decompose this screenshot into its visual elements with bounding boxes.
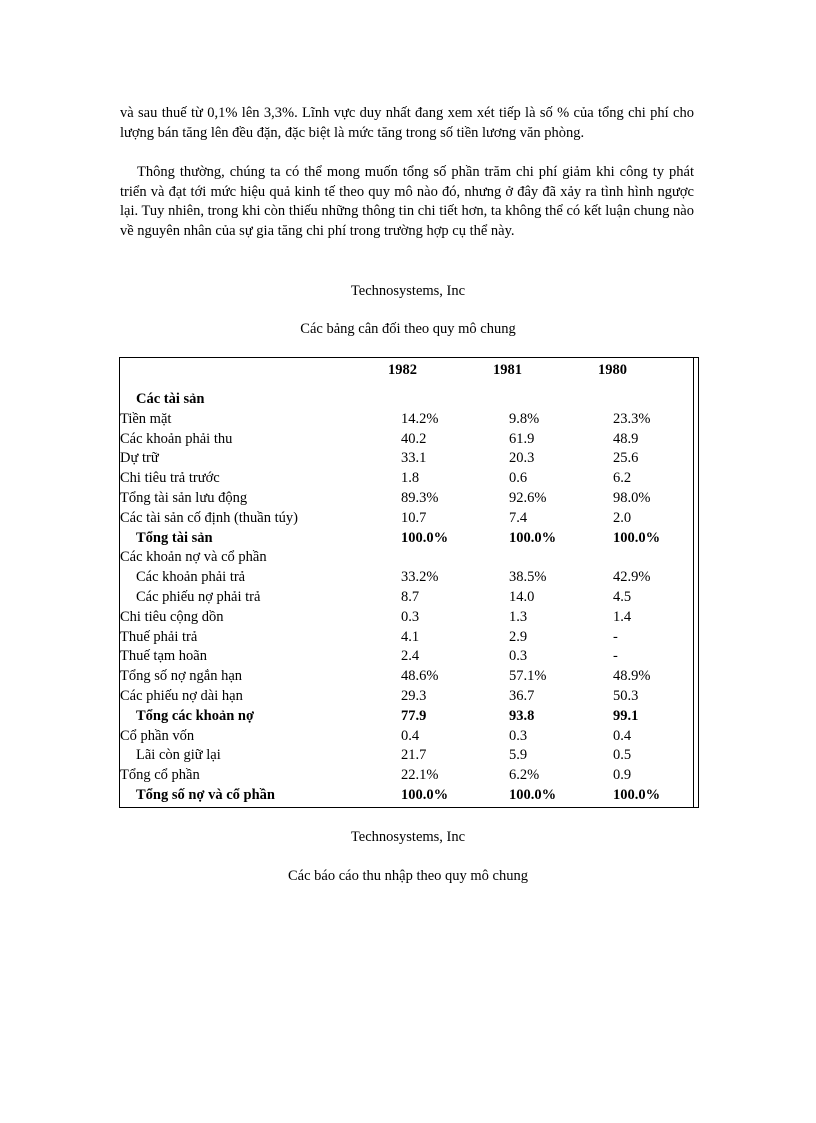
row-label: Các phiếu nợ dài hạn	[120, 688, 243, 704]
table-row	[120, 745, 698, 765]
balance-sheet-table	[119, 357, 699, 808]
row-value: 25.6	[613, 450, 639, 467]
table-row	[120, 587, 698, 607]
row-label: Thuế phải trả	[120, 628, 198, 645]
row-label: Thuế tạm hoãn	[120, 648, 207, 665]
row-label: Các tài sản cố định (thuần túy)	[120, 509, 298, 526]
row-value: 38.5%	[509, 569, 547, 586]
row-value: 100.0%	[613, 787, 661, 803]
table-row	[120, 627, 698, 647]
row-value: 2.4	[401, 648, 420, 665]
row-value: 2.0	[613, 509, 632, 526]
row-value: 100.0%	[509, 529, 557, 546]
table-row	[120, 389, 698, 409]
table-row	[120, 706, 698, 726]
year-header: 1982	[388, 362, 417, 378]
row-value: 0.5	[613, 747, 632, 764]
table-title: Các bảng cân đối theo quy mô chung	[300, 321, 516, 337]
row-value: 1.4	[613, 608, 632, 625]
row-label: Tổng tài sản	[136, 529, 213, 546]
row-value: 77.9	[401, 707, 427, 724]
table-row	[120, 607, 698, 627]
row-value: 9.8%	[509, 410, 540, 427]
table-row	[120, 528, 698, 548]
row-value: -	[613, 628, 618, 645]
row-label: Chi tiêu cộng dồn	[120, 608, 224, 625]
row-label: Các khoản nợ và cổ phần	[120, 549, 267, 566]
row-label: Tổng số nợ và cổ phần	[136, 787, 275, 803]
row-value: 92.6%	[509, 490, 547, 506]
row-value: 33.1	[401, 450, 427, 467]
row-label: Tổng cổ phần	[120, 767, 200, 784]
row-value: 100.0%	[509, 787, 557, 803]
row-value: 1.3	[509, 608, 528, 625]
table-row	[120, 468, 698, 488]
row-value: 0.9	[613, 767, 632, 784]
row-label: Cổ phần vốn	[120, 727, 195, 744]
row-label: Lãi còn giữ lại	[136, 747, 221, 764]
row-label: Tổng số nợ ngắn hạn	[120, 668, 243, 685]
row-value: -	[613, 648, 618, 665]
row-value: 48.6%	[401, 668, 439, 685]
row-value: 40.2	[401, 430, 427, 447]
row-value: 0.3	[401, 608, 420, 625]
row-value: 100.0%	[613, 529, 661, 546]
row-value: 1.8	[401, 470, 420, 487]
row-value: 98.0%	[613, 490, 651, 506]
table-row	[120, 488, 698, 508]
table-row	[120, 646, 698, 666]
row-value: 48.9	[613, 430, 639, 447]
table-row	[120, 666, 698, 686]
row-value: 20.3	[509, 450, 535, 467]
table-row	[120, 448, 698, 468]
row-label: Các khoản phải thu	[120, 430, 233, 447]
row-value: 6.2	[613, 470, 632, 487]
row-value: 8.7	[401, 589, 420, 605]
table-row	[120, 429, 698, 449]
row-value: 29.3	[401, 688, 427, 704]
row-value: 57.1%	[509, 668, 547, 685]
row-value: 99.1	[613, 707, 639, 724]
row-value: 36.7	[509, 688, 535, 704]
row-value: 89.3%	[401, 490, 439, 506]
row-value: 0.3	[509, 648, 528, 665]
table-title: Các báo cáo thu nhập theo quy mô chung	[288, 868, 528, 884]
company-name: Technosystems, Inc	[350, 829, 466, 845]
row-value: 48.9%	[613, 668, 651, 685]
row-value: 100.0%	[401, 529, 449, 546]
table-row	[120, 785, 698, 805]
row-label: Các khoản phải trả	[136, 569, 246, 586]
row-label: Tổng các khoản nợ	[136, 707, 255, 724]
year-header: 1981	[493, 362, 522, 378]
table-row	[120, 508, 698, 528]
row-value: 42.9%	[613, 569, 651, 586]
table-header-row	[120, 360, 698, 380]
row-value: 61.9	[509, 430, 535, 447]
table-row	[120, 409, 698, 429]
row-value: 6.2%	[509, 767, 540, 784]
row-value: 93.8	[509, 707, 535, 724]
row-value: 50.3	[613, 688, 639, 704]
row-value: 33.2%	[401, 569, 439, 586]
row-value: 23.3%	[613, 410, 651, 427]
table-row	[120, 547, 698, 567]
company-name: Technosystems, Inc	[350, 283, 466, 299]
row-label: Chi tiêu trả trước	[120, 470, 220, 487]
year-header: 1980	[598, 362, 627, 378]
row-value: 4.5	[613, 589, 632, 605]
row-label: Tiền mặt	[120, 410, 172, 427]
row-label: Các phiếu nợ phải trả	[136, 589, 261, 605]
row-label: Tổng tài sản lưu động	[120, 490, 248, 506]
row-value: 7.4	[509, 509, 528, 526]
row-value: 14.2%	[401, 410, 439, 427]
row-label: Dự trữ	[120, 450, 159, 467]
row-value: 2.9	[509, 628, 528, 645]
table-row	[120, 726, 698, 746]
table-row	[120, 765, 698, 785]
row-value: 0.4	[613, 727, 632, 744]
row-value: 0.6	[509, 470, 528, 487]
row-value: 22.1%	[401, 767, 439, 784]
row-value: 100.0%	[401, 787, 449, 803]
row-value: 0.3	[509, 727, 528, 744]
row-value: 14.0	[509, 589, 535, 605]
row-value: 10.7	[401, 509, 427, 526]
table-row	[120, 686, 698, 706]
row-value: 4.1	[401, 628, 420, 645]
row-value: 5.9	[509, 747, 528, 764]
row-value: 21.7	[401, 747, 427, 764]
row-value: 0.4	[401, 727, 420, 744]
table-row	[120, 567, 698, 587]
body-paragraph: và sau thuế từ 0,1% lên 3,3%. Lĩnh vực duy nhất đang xem xét tiếp là số % của tổng chi phí cho lượng bán tăng lên đều đặn, đặc biệt là mức tăng trong số tiền lương văn phòng.	[120, 105, 694, 141]
body-paragraph: Thông thường, chúng ta có thể mong muốn tổng số phần trăm chi phí giảm khi công ty phát triển và đạt tới mức hiệu quả kinh tế theo quy mô nào đó, nhưng ở đây đã xảy ra tình hình ngược lại. Tuy nhiên, trong khi còn thiếu những thông tin chi tiết hơn, ta không thể có kết luận chung nào về nguyên nhân của sự gia tăng chi phí trong trường hợp cụ thể này.	[120, 164, 694, 239]
row-label: Các tài sản	[136, 391, 205, 407]
